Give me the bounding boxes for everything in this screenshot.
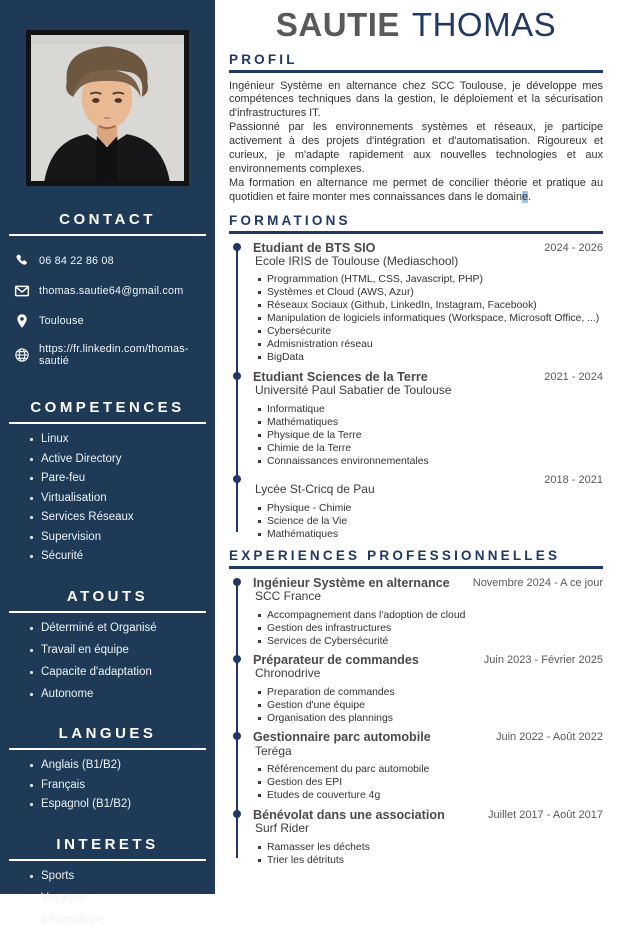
experience-dates: Juillet 2017 - Août 2017 <box>480 808 603 821</box>
experience-detail-item: Preparation de commandes <box>255 688 603 698</box>
formation-detail-item: Programmation (HTML, CSS, Javascript, PHP) <box>255 275 603 285</box>
experience-company: Teréga <box>253 745 431 759</box>
profil-text <box>229 80 603 206</box>
email-address: thomas.sautie64@gmail.com <box>39 285 183 297</box>
mail-icon <box>14 283 30 299</box>
atout-item: Déterminé et Organisé <box>30 623 209 635</box>
atouts-list <box>0 623 215 701</box>
experience-details <box>253 688 603 724</box>
formation-detail-item: Informatique <box>255 405 603 415</box>
text-selection-highlight: e <box>522 191 528 203</box>
profile-photo <box>26 30 189 186</box>
experiences-timeline <box>236 576 603 866</box>
formation-role: Etudiant de BTS SIO <box>253 241 458 255</box>
formation-dates: 2021 - 2024 <box>536 370 603 383</box>
formation-school: Ecole IRIS de Toulouse (Mediaschool) <box>253 255 458 269</box>
experience-dates: Novembre 2024 - A ce jour <box>465 576 603 589</box>
experience-detail-item: Gestion des EPI <box>255 778 603 788</box>
formation-detail-item: Mathématiques <box>255 530 603 540</box>
experience-dates: Juin 2022 - Août 2022 <box>488 730 603 743</box>
competence-item: Supervision <box>30 532 209 544</box>
formation-detail-item: Manipulation de logiciels informatiques (Workspace, Microsoft Office, ...) <box>255 314 603 324</box>
experience-company: Chronodrive <box>253 667 419 681</box>
atout-item: Autonome <box>30 689 209 701</box>
profil-divider <box>229 70 603 73</box>
timeline-dot <box>233 372 241 380</box>
experience-entry-chronodrive <box>253 653 603 724</box>
last-name: SAUTIE <box>276 6 400 43</box>
competences-divider <box>9 422 206 424</box>
competence-item: Linux <box>30 434 209 446</box>
phone-icon <box>14 253 30 269</box>
profil-paragraph-3-end: . <box>528 191 531 203</box>
langues-list <box>0 760 215 811</box>
profil-title: PROFIL <box>229 52 603 67</box>
langue-item: Français <box>30 780 209 792</box>
page-title <box>229 6 603 44</box>
competence-item: Virtualisation <box>30 493 209 505</box>
interets-divider <box>9 859 206 861</box>
formation-dates: 2024 - 2026 <box>536 241 603 254</box>
timeline-dot <box>233 732 241 740</box>
formations-divider <box>229 231 603 234</box>
experience-details <box>253 843 603 866</box>
formation-detail-item: Admisnistration réseau <box>255 340 603 350</box>
formations-title: FORMATIONS <box>229 213 603 228</box>
profil-paragraph-1: Ingénieur Système en alternance chez SCC Toulouse, je développe mes compétences techniques dans la gestion, le déploiement et la sécurisation d'infrastructures IT. <box>229 80 603 122</box>
experience-detail-item: Ramasser les déchets <box>255 843 603 853</box>
interet-item: Informatique <box>30 915 209 926</box>
contact-divider <box>9 234 206 236</box>
experience-entry-terega <box>253 730 603 801</box>
formation-entry-licence <box>253 370 603 467</box>
competences-list <box>0 434 215 563</box>
phone-number: 06 84 22 86 08 <box>39 255 114 267</box>
competence-item: Pare-feu <box>30 473 209 485</box>
contact-linkedin[interactable] <box>0 336 215 374</box>
formation-entry-bts <box>253 241 603 364</box>
formation-details <box>253 405 603 467</box>
atout-item: Capacite d'adaptation <box>30 667 209 679</box>
formation-detail-item: Connaissances environnementales <box>255 457 603 467</box>
formation-entry-lycee <box>253 473 603 540</box>
formation-detail-item: BigData <box>255 353 603 363</box>
formation-role: Etudiant Sciences de la Terre <box>253 370 452 384</box>
experience-details <box>253 611 603 647</box>
experience-details <box>253 765 603 801</box>
langues-title: LANGUES <box>0 725 215 742</box>
experience-entry-surfrider <box>253 808 603 866</box>
formations-timeline <box>236 241 603 541</box>
competences-title: COMPETENCES <box>0 399 215 416</box>
experience-entry-scc <box>253 576 603 647</box>
formation-details <box>253 504 603 540</box>
experience-detail-item: Accompagnement dans l'adoption de cloud <box>255 611 603 621</box>
langue-item: Espagnol (B1/B2) <box>30 799 209 811</box>
experience-role: Ingénieur Système en alternance <box>253 576 450 590</box>
city: Toulouse <box>39 315 84 327</box>
formation-details <box>253 275 603 363</box>
formation-detail-item: Cybersécurite <box>255 327 603 337</box>
experience-detail-item: Trier les détrituts <box>255 856 603 866</box>
timeline-dot <box>233 578 241 586</box>
timeline-dot <box>233 810 241 818</box>
formation-detail-item: Réseaux Sociaux (Github, LinkedIn, Instagram, Facebook) <box>255 301 603 311</box>
experiences-title: EXPERIENCES PROFESSIONNELLES <box>229 548 603 563</box>
contact-phone <box>0 246 215 276</box>
competence-item: Services Réseaux <box>30 512 209 524</box>
interets-list <box>0 871 215 926</box>
formation-detail-item: Systèmes et Cloud (AWS, Azur) <box>255 288 603 298</box>
interet-item: Voyages <box>30 893 209 905</box>
main-content <box>215 0 633 894</box>
contact-email <box>0 276 215 306</box>
competence-item: Sécurité <box>30 551 209 563</box>
formation-school: Université Paul Sabatier de Toulouse <box>253 384 452 398</box>
experience-detail-item: Etudes de couverture 4g <box>255 791 603 801</box>
experience-detail-item: Gestion des infrastructures <box>255 624 603 634</box>
atouts-divider <box>9 611 206 613</box>
langue-item: Anglais (B1/B2) <box>30 760 209 772</box>
experience-detail-item: Référencement du parc automobile <box>255 765 603 775</box>
langues-divider <box>9 748 206 750</box>
competence-item: Active Directory <box>30 454 209 466</box>
formation-detail-item: Physique de la Terre <box>255 431 603 441</box>
experience-dates: Juin 2023 - Février 2025 <box>476 653 603 666</box>
experience-detail-item: Gestion d'une équipe <box>255 701 603 711</box>
location-icon <box>14 313 30 329</box>
profil-paragraph-3-text: Ma formation en alternance me permet de concilier théorie et pratique au quotidien et faire monter mes connaissances dans le domain <box>229 177 603 203</box>
experience-detail-item: Services de Cybersécurité <box>255 637 603 647</box>
atouts-title: ATOUTS <box>0 588 215 605</box>
interet-item: Sports <box>30 871 209 883</box>
experience-role: Préparateur de commandes <box>253 653 419 667</box>
interets-title: INTERETS <box>0 836 215 853</box>
formation-detail-item: Chimie de la Terre <box>255 444 603 454</box>
profil-paragraph-3 <box>229 177 603 205</box>
first-name: THOMAS <box>412 6 556 43</box>
experience-company: SCC France <box>253 590 450 604</box>
portrait-photo-illustration <box>31 35 184 181</box>
formation-detail-item: Physique - Chimie <box>255 504 603 514</box>
formation-dates: 2018 - 2021 <box>536 473 603 486</box>
contact-list <box>0 246 215 374</box>
formation-detail-item: Mathématiques <box>255 418 603 428</box>
globe-icon <box>14 347 30 363</box>
atout-item: Travail en équipe <box>30 645 209 657</box>
timeline-dot <box>233 655 241 663</box>
experience-company: Surf Rider <box>253 822 445 836</box>
experience-detail-item: Organisation des plannings <box>255 714 603 724</box>
contact-location <box>0 306 215 336</box>
formation-school: Lycée St-Cricq de Pau <box>253 473 375 497</box>
experience-role: Gestionnaire parc automobile <box>253 730 431 744</box>
profil-paragraph-2: Passionné par les environnements systèmes et réseaux, je participe activement à des projets d'intégration et d'automatisation. Rigoureux et curieux, je m'adapte rapidement aux nouvelles technologies et aux environnements complexes. <box>229 121 603 177</box>
sidebar <box>0 0 215 894</box>
timeline-dot <box>233 243 241 251</box>
formation-detail-item: Science de la Vie <box>255 517 603 527</box>
experiences-divider <box>229 566 603 569</box>
experience-role: Bénévolat dans une association <box>253 808 445 822</box>
contact-title: CONTACT <box>0 211 215 228</box>
linkedin-url[interactable]: https://fr.linkedin.com/thomas-sautié <box>39 343 209 367</box>
timeline-dot <box>233 475 241 483</box>
